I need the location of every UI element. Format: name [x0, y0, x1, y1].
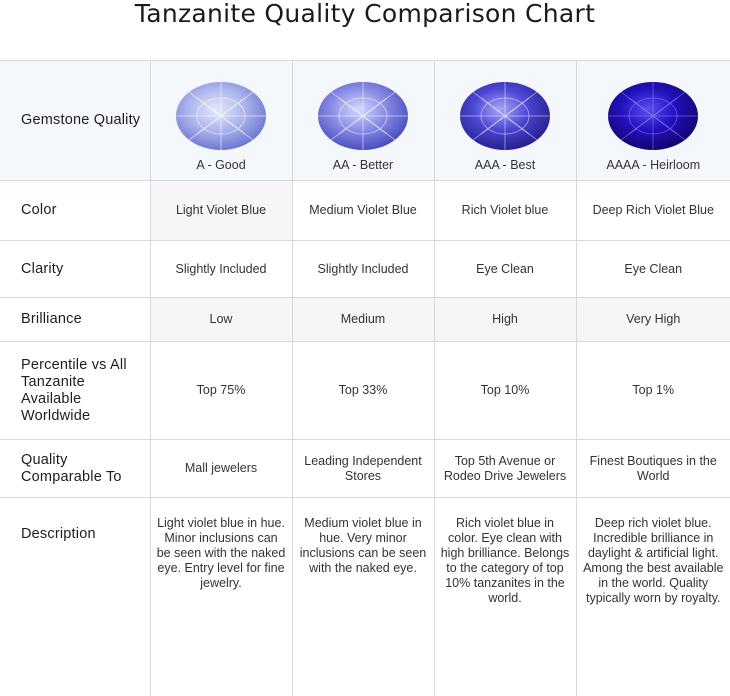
table-cell: Medium violet blue in hue. Very minor inclusions can be seen with the naked eye. [292, 498, 434, 696]
table-row-clarity [0, 241, 730, 298]
row-label: Color [0, 181, 150, 241]
tier-aa-better [292, 61, 434, 181]
tier-label: AA - Better [293, 158, 434, 173]
table-cell: Leading Independent Stores [292, 440, 434, 498]
medium-violet-gem-icon [316, 80, 410, 152]
table-cell: Low [150, 298, 292, 342]
tier-aaa-best [434, 61, 576, 181]
table-cell: Mall jewelers [150, 440, 292, 498]
row-label: Percentile vs All Tanzanite Available Worldwide [0, 342, 150, 440]
table-cell: Rich violet blue in color. Eye clean with high brilliance. Belongs to the category of top 10% tanzanites in the world. [434, 498, 576, 696]
chart-title: Tanzanite Quality Comparison Chart [0, 0, 730, 44]
tier-label: AAA - Best [435, 158, 576, 173]
table-cell: Light Violet Blue [150, 181, 292, 241]
table-row-description [0, 498, 730, 696]
table-cell: Very High [576, 298, 730, 342]
tier-label: A - Good [151, 158, 292, 173]
deep-violet-gem-icon [606, 80, 700, 152]
table-cell: Light violet blue in hue. Minor inclusions can be seen with the naked eye. Entry level for fine jewelry. [150, 498, 292, 696]
table-cell: Top 33% [292, 342, 434, 440]
table-cell: Deep Rich Violet Blue [576, 181, 730, 241]
tier-aaaa-heirloom [576, 61, 730, 181]
table-cell: Slightly Included [150, 241, 292, 298]
table-cell: Finest Boutiques in the World [576, 440, 730, 498]
quality-comparison-table [0, 60, 730, 696]
table-cell: Slightly Included [292, 241, 434, 298]
table-row-color [0, 181, 730, 241]
table-cell: Deep rich violet blue. Incredible brilliance in daylight & artificial light. Among the best available in the world. Quality typically worn by royalty. [576, 498, 730, 696]
table-cell: Medium Violet Blue [292, 181, 434, 241]
table-header-row [0, 61, 730, 181]
gemstone-quality-label: Gemstone Quality [0, 61, 150, 181]
light-violet-gem-icon [174, 80, 268, 152]
table-cell: Rich Violet blue [434, 181, 576, 241]
table-row-brilliance [0, 298, 730, 342]
table-cell: Top 1% [576, 342, 730, 440]
table-cell: High [434, 298, 576, 342]
row-label: Brilliance [0, 298, 150, 342]
row-label: Description [0, 498, 150, 696]
table-cell: Medium [292, 298, 434, 342]
table-cell: Top 75% [150, 342, 292, 440]
tier-label: AAAA - Heirloom [577, 158, 730, 173]
row-label: Quality Comparable To [0, 440, 150, 498]
tier-a-good [150, 61, 292, 181]
row-label: Clarity [0, 241, 150, 298]
table-cell: Eye Clean [434, 241, 576, 298]
table-cell: Eye Clean [576, 241, 730, 298]
table-row-percentile [0, 342, 730, 440]
rich-violet-gem-icon [458, 80, 552, 152]
table-cell: Top 10% [434, 342, 576, 440]
table-cell: Top 5th Avenue or Rodeo Drive Jewelers [434, 440, 576, 498]
table-row-comparable [0, 440, 730, 498]
